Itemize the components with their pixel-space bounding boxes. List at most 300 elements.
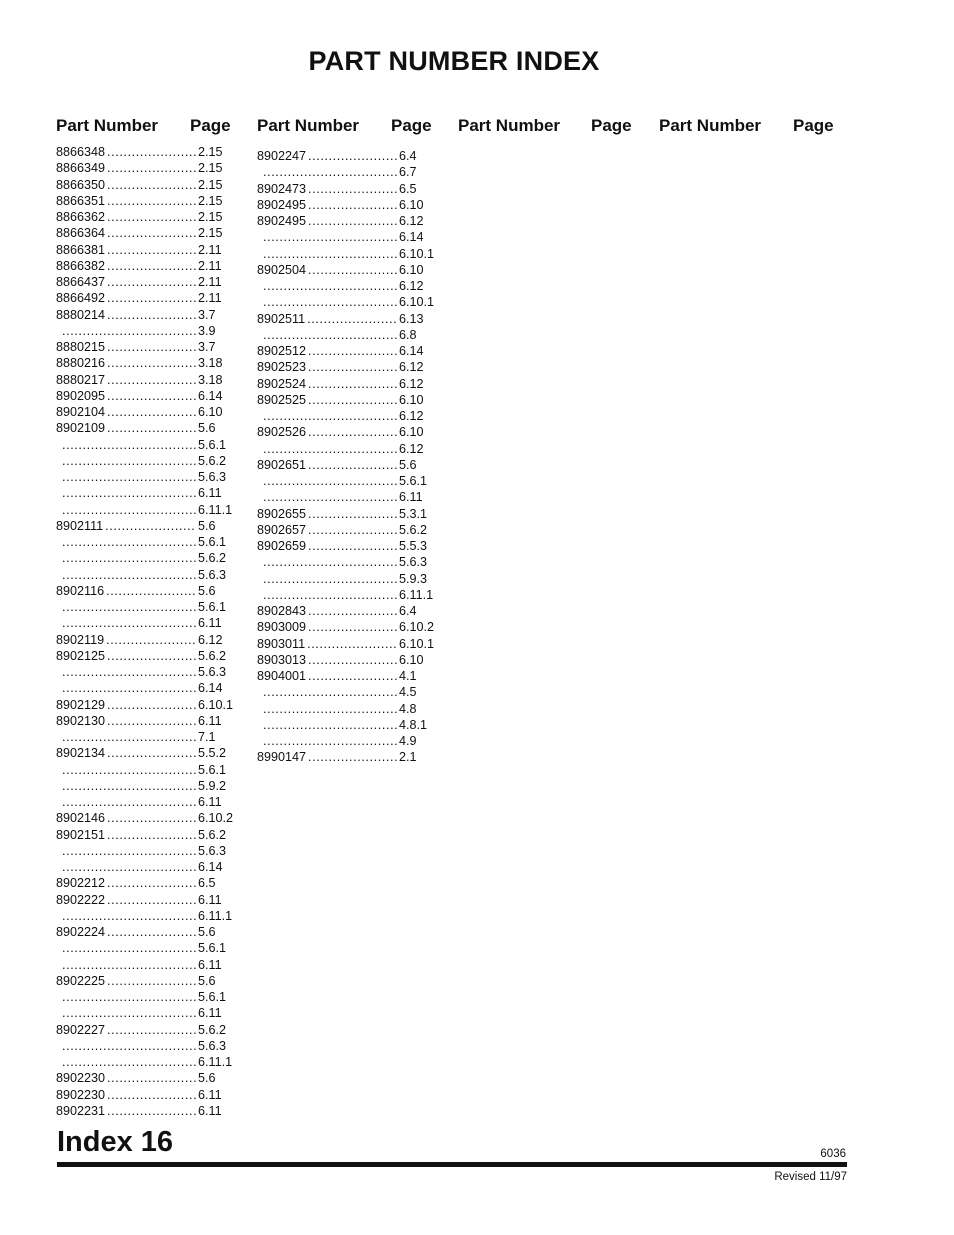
part-number: 8902125 <box>56 648 106 663</box>
index-entry <box>257 668 441 684</box>
index-entry <box>56 144 240 160</box>
dot-leader <box>307 311 397 327</box>
page-reference: 5.6.2 <box>198 453 227 468</box>
page-reference: 6.11 <box>198 957 222 972</box>
index-entry <box>56 973 240 989</box>
index-entry <box>56 810 240 826</box>
page-reference: 6.10 <box>399 197 424 212</box>
part-number: 8866349 <box>56 161 106 176</box>
dot-leader <box>62 843 196 859</box>
dot-leader <box>107 1087 196 1103</box>
part-number: 8902504 <box>257 262 307 277</box>
dot-leader <box>107 697 196 713</box>
index-entry <box>257 327 441 343</box>
index-entry <box>56 989 240 1005</box>
page-reference: 6.10.1 <box>399 636 435 651</box>
page-reference: 6.10.2 <box>399 620 435 635</box>
page-reference: 3.9 <box>198 323 216 338</box>
index-entry <box>56 1005 240 1021</box>
page-reference: 5.6.3 <box>198 843 227 858</box>
index-entry <box>56 485 240 501</box>
page-reference: 5.6 <box>198 583 216 598</box>
page-reference: 5.6.3 <box>399 555 428 570</box>
page-reference: 2.15 <box>198 177 223 192</box>
index-entry <box>56 258 240 274</box>
dot-leader <box>107 274 196 290</box>
dot-leader <box>107 875 196 891</box>
dot-leader <box>107 827 196 843</box>
dot-leader <box>107 209 196 225</box>
dot-leader <box>62 989 196 1005</box>
index-entry <box>257 148 441 164</box>
index-entry <box>56 242 240 258</box>
dot-leader <box>107 713 196 729</box>
part-number: 8902212 <box>56 876 106 891</box>
part-number: 8866381 <box>56 242 106 257</box>
index-entry <box>257 197 441 213</box>
page-reference: 5.6.1 <box>198 990 227 1004</box>
dot-leader <box>308 538 397 554</box>
dot-leader <box>106 632 196 648</box>
index-entry <box>56 323 240 339</box>
part-number <box>56 794 60 810</box>
page-reference: 3.18 <box>198 372 223 387</box>
part-number: 8902222 <box>56 892 106 907</box>
index-entry <box>56 1054 240 1070</box>
index-entry <box>56 160 240 176</box>
page-reference: 5.6.2 <box>198 551 227 566</box>
index-column-2 <box>257 148 441 766</box>
part-number <box>56 469 60 485</box>
index-entry <box>56 388 240 404</box>
column-header-part-number-3: Part Number <box>458 116 561 135</box>
index-entry <box>56 209 240 225</box>
index-entry <box>56 940 240 956</box>
page-reference: 6.12 <box>399 360 424 375</box>
page-reference: 5.6 <box>198 973 216 988</box>
part-number <box>56 599 60 615</box>
dot-leader <box>107 160 196 176</box>
part-number <box>56 453 60 469</box>
part-number <box>257 441 261 457</box>
part-number: 8904001 <box>257 669 307 683</box>
page-reference: 2.11 <box>198 291 222 306</box>
dot-leader <box>308 213 397 229</box>
dot-leader <box>263 489 397 505</box>
dot-leader <box>263 229 397 245</box>
part-number <box>257 554 261 570</box>
part-number <box>56 1005 60 1021</box>
part-number: 8880216 <box>56 356 106 371</box>
part-number <box>257 408 261 424</box>
column-header-page-2: Page <box>391 116 432 135</box>
part-number <box>56 729 60 745</box>
dot-leader <box>308 522 397 538</box>
dot-leader <box>62 534 196 550</box>
dot-leader <box>263 327 397 343</box>
index-entry <box>56 290 240 306</box>
page-reference: 2.15 <box>198 161 223 176</box>
dot-leader <box>308 181 397 197</box>
part-number <box>56 989 60 1005</box>
part-number: 8902109 <box>56 421 106 436</box>
page-reference: 6.10 <box>399 392 424 407</box>
dot-leader <box>263 164 397 180</box>
part-number <box>257 229 261 245</box>
dot-leader <box>62 437 196 453</box>
part-number <box>56 1038 60 1054</box>
page-reference: 5.6.1 <box>198 535 227 549</box>
dot-leader <box>107 339 196 355</box>
page-reference: 5.5.3 <box>399 539 428 553</box>
page-reference: 6.11 <box>198 1006 222 1021</box>
page-reference: 6.7 <box>399 165 417 180</box>
index-entry <box>56 697 240 713</box>
dot-leader <box>105 518 196 534</box>
page-reference: 6.11 <box>198 486 222 501</box>
dot-leader <box>62 469 196 485</box>
part-number <box>56 323 60 339</box>
dot-leader <box>107 307 196 323</box>
part-number <box>56 778 60 794</box>
part-number <box>56 957 60 973</box>
part-number: 8902134 <box>56 746 106 761</box>
dot-leader <box>308 376 397 392</box>
part-number <box>257 246 261 262</box>
page-reference: 5.6.2 <box>399 522 428 537</box>
dot-leader <box>62 323 196 339</box>
index-entry <box>56 177 240 193</box>
part-number: 8902659 <box>257 539 307 553</box>
page-reference: 6.10.2 <box>198 811 234 826</box>
index-entry <box>257 717 441 733</box>
dot-leader <box>107 258 196 274</box>
index-entry <box>257 424 441 440</box>
index-entry <box>56 339 240 355</box>
dot-leader <box>107 225 196 241</box>
dot-leader <box>263 294 397 310</box>
part-number: 8902224 <box>56 925 106 939</box>
part-number: 8902104 <box>56 405 106 419</box>
page-reference: 2.11 <box>198 275 222 289</box>
index-entry <box>56 843 240 859</box>
part-number <box>56 680 60 696</box>
dot-leader <box>62 762 196 778</box>
page-reference: 5.6 <box>198 421 216 436</box>
part-number: 8902146 <box>56 811 106 826</box>
page-reference: 6.11 <box>198 616 222 631</box>
index-entry <box>257 571 441 587</box>
dot-leader <box>107 242 196 258</box>
index-entry <box>56 355 240 371</box>
dot-leader <box>107 388 196 404</box>
index-entry <box>257 278 441 294</box>
part-number: 8902129 <box>56 697 106 712</box>
index-entry <box>56 404 240 420</box>
page-reference: 5.6.1 <box>198 600 227 614</box>
page-reference: 6.10 <box>399 262 424 277</box>
index-entry <box>257 229 441 245</box>
index-entry <box>56 225 240 241</box>
index-entry <box>56 875 240 891</box>
dot-leader <box>62 1005 196 1021</box>
index-entry <box>56 859 240 875</box>
section-title: Index 16 <box>57 1126 174 1158</box>
index-entry <box>257 213 441 229</box>
page-reference: 5.6.1 <box>198 941 227 956</box>
part-number: 8902116 <box>56 583 105 598</box>
column-header-part-number-4: Part Number <box>659 116 762 135</box>
page-title: PART NUMBER INDEX <box>308 46 600 76</box>
page-reference: 5.9.2 <box>198 778 227 793</box>
part-number <box>257 278 261 294</box>
part-number: 8902119 <box>56 632 105 647</box>
page-reference: 6.14 <box>198 681 223 696</box>
index-entry <box>257 489 441 505</box>
part-number <box>56 485 60 501</box>
index-entry <box>56 567 240 583</box>
part-number: 8902247 <box>257 149 307 163</box>
part-number: 8902511 <box>257 311 306 326</box>
index-entry <box>257 619 441 635</box>
part-number: 8902526 <box>257 425 307 440</box>
dot-leader <box>62 794 196 810</box>
index-entry <box>56 762 240 778</box>
part-number: 8866492 <box>56 291 106 306</box>
page-reference: 4.8 <box>399 701 417 716</box>
part-number: 8902095 <box>56 388 106 403</box>
index-entry <box>56 924 240 940</box>
page-reference: 6.10 <box>198 405 223 419</box>
page-reference: 6.4 <box>399 604 417 618</box>
part-number: 8866348 <box>56 145 106 159</box>
part-number <box>56 762 60 778</box>
dot-leader <box>263 733 397 749</box>
dot-leader <box>263 278 397 294</box>
dot-leader <box>62 453 196 469</box>
part-number: 8880217 <box>56 372 106 387</box>
page-reference: 6.12 <box>399 214 424 228</box>
index-entry <box>56 745 240 761</box>
dot-leader <box>62 599 196 615</box>
page-reference: 6.11 <box>198 1087 222 1102</box>
part-number <box>257 164 261 180</box>
page-reference: 6.14 <box>198 388 223 403</box>
index-entry <box>257 262 441 278</box>
page-reference: 5.6 <box>198 1071 216 1086</box>
dot-leader <box>107 290 196 306</box>
index-entry <box>56 713 240 729</box>
part-number: 8866364 <box>56 226 106 241</box>
dot-leader <box>308 506 397 522</box>
page-reference: 6.4 <box>399 149 417 163</box>
dot-leader <box>62 550 196 566</box>
page-reference: 5.6 <box>198 518 216 533</box>
index-entry <box>257 441 441 457</box>
part-number: 8866437 <box>56 275 106 289</box>
index-entry <box>56 1103 240 1119</box>
dot-leader <box>62 957 196 973</box>
column-header-part-number-1: Part Number <box>56 116 159 135</box>
part-number: 8866350 <box>56 177 106 192</box>
part-number: 8902657 <box>257 522 307 537</box>
dot-leader <box>263 554 397 570</box>
page-reference: 2.15 <box>198 226 223 241</box>
page-reference: 6.14 <box>198 860 223 874</box>
index-entry <box>257 392 441 408</box>
dot-leader <box>62 908 196 924</box>
part-number: 8902231 <box>56 1103 106 1118</box>
part-number: 8902525 <box>257 392 307 407</box>
index-entry <box>56 632 240 648</box>
part-number: 8902512 <box>257 344 307 358</box>
page-reference: 7.1 <box>198 730 216 744</box>
part-number: 8902151 <box>56 827 106 842</box>
page-reference: 4.9 <box>399 734 417 748</box>
part-number: 8902524 <box>257 376 307 391</box>
page-reference: 6.5 <box>198 876 216 891</box>
part-number: 8902495 <box>257 197 307 212</box>
dot-leader <box>62 485 196 501</box>
part-number: 8880215 <box>56 340 106 354</box>
page-reference: 6.11 <box>198 892 222 907</box>
dot-leader <box>62 1038 196 1054</box>
part-number: 8903009 <box>257 620 307 635</box>
dot-leader <box>62 729 196 745</box>
index-entry <box>257 522 441 538</box>
index-entry <box>56 892 240 908</box>
index-entry <box>56 615 240 631</box>
part-number <box>56 859 60 875</box>
dot-leader <box>62 680 196 696</box>
page-reference: 4.5 <box>399 685 417 700</box>
page-reference: 5.6.3 <box>198 1038 227 1053</box>
page-reference: 6.11.1 <box>198 908 233 923</box>
dot-leader <box>107 420 196 436</box>
part-number: 8880214 <box>56 307 106 322</box>
page-reference: 3.7 <box>198 340 216 354</box>
page-reference: 4.8.1 <box>399 717 428 732</box>
page-reference: 6.13 <box>399 311 424 326</box>
part-number <box>56 908 60 924</box>
dot-leader <box>263 717 397 733</box>
dot-leader <box>62 940 196 956</box>
index-entry <box>257 684 441 700</box>
dot-leader <box>107 892 196 908</box>
index-entry <box>257 359 441 375</box>
page-reference: 5.6.2 <box>198 648 227 663</box>
page-reference: 6.5 <box>399 181 417 196</box>
dot-leader <box>107 144 196 160</box>
index-entry <box>257 408 441 424</box>
index-entry <box>257 538 441 554</box>
dot-leader <box>308 148 397 164</box>
dot-leader <box>107 193 196 209</box>
dot-leader <box>308 343 397 359</box>
part-number: 8902473 <box>257 181 307 196</box>
part-number: 8902843 <box>257 604 307 618</box>
dot-leader <box>62 615 196 631</box>
part-number <box>56 1054 60 1070</box>
part-number <box>56 567 60 583</box>
index-entry <box>257 164 441 180</box>
page-reference: 6.11.1 <box>198 1055 233 1069</box>
dot-leader <box>107 810 196 826</box>
index-entry <box>257 733 441 749</box>
dot-leader <box>62 567 196 583</box>
index-entry <box>56 827 240 843</box>
dot-leader <box>307 636 397 652</box>
index-entry <box>257 652 441 668</box>
page-reference: 6.14 <box>399 344 424 358</box>
part-number <box>257 701 261 717</box>
page-reference: 5.6.1 <box>399 474 428 488</box>
index-entry <box>257 701 441 717</box>
page-reference: 2.1 <box>399 750 417 765</box>
dot-leader <box>62 859 196 875</box>
index-column-1 <box>56 144 240 1119</box>
page-reference: 5.6 <box>198 925 216 939</box>
index-entry <box>257 457 441 473</box>
index-entry <box>56 534 240 550</box>
dot-leader <box>308 262 397 278</box>
page-reference: 6.11.1 <box>399 587 434 602</box>
dot-leader <box>308 197 397 213</box>
footer-rule <box>57 1162 847 1167</box>
index-entry <box>257 603 441 619</box>
dot-leader <box>308 424 397 440</box>
index-entry <box>257 587 441 603</box>
part-number: 8866362 <box>56 210 106 224</box>
index-entry <box>257 311 441 327</box>
part-number: 8902651 <box>257 457 307 472</box>
page-reference: 6.8 <box>399 327 417 342</box>
index-entry <box>56 794 240 810</box>
part-number <box>56 664 60 680</box>
dot-leader <box>62 664 196 680</box>
part-number: 8902225 <box>56 973 106 988</box>
part-number <box>257 327 261 343</box>
page-reference: 6.11 <box>198 795 222 809</box>
part-number: 8902495 <box>257 214 307 228</box>
part-number <box>56 940 60 956</box>
dot-leader <box>263 684 397 700</box>
index-entry <box>257 473 441 489</box>
page-reference: 6.12 <box>399 376 424 391</box>
page-reference: 6.12 <box>399 279 424 293</box>
part-number <box>257 473 261 489</box>
revision-date: Revised 11/97 <box>774 1171 847 1183</box>
dot-leader <box>107 355 196 371</box>
index-entry <box>56 193 240 209</box>
index-entry <box>257 294 441 310</box>
dot-leader <box>107 745 196 761</box>
page-reference: 6.10 <box>399 425 424 440</box>
index-entry <box>56 550 240 566</box>
part-number <box>257 684 261 700</box>
part-number <box>257 294 261 310</box>
index-entry <box>56 583 240 599</box>
part-number <box>56 502 60 518</box>
page-reference: 5.6 <box>399 457 417 472</box>
index-entry <box>56 420 240 436</box>
index-entry <box>257 246 441 262</box>
dot-leader <box>308 652 397 668</box>
index-entry <box>56 274 240 290</box>
part-number <box>257 489 261 505</box>
page-reference: 5.6.3 <box>198 470 227 484</box>
part-number: 8902655 <box>257 506 307 521</box>
